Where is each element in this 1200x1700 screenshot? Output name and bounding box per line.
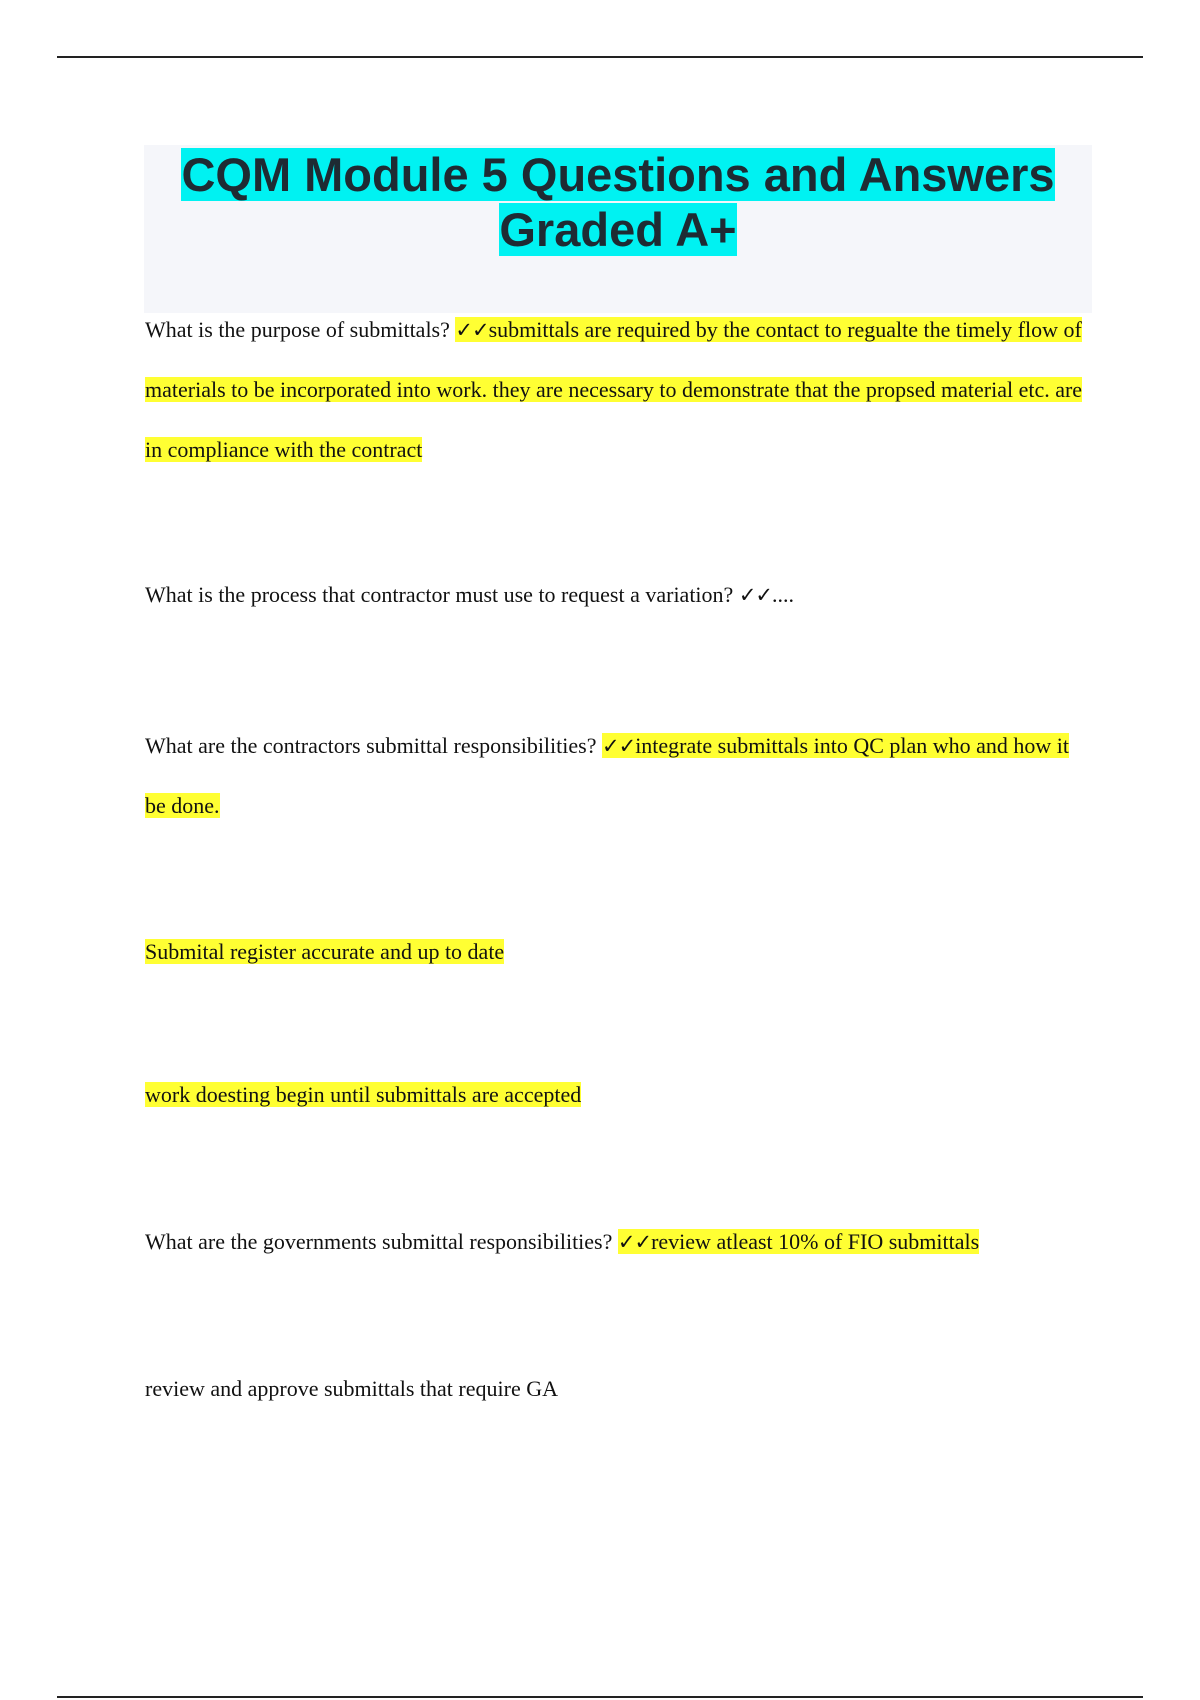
- question-text: What are the contractors submittal responsibilities?: [145, 733, 602, 758]
- qa-item-purpose: [145, 300, 1085, 480]
- answer-text: integrate submittals into QC plan who and how it be done.: [145, 733, 1070, 818]
- answer-text: review and approve submittals that require GA: [145, 1376, 558, 1401]
- header-rule: [57, 56, 1143, 58]
- question-text: What are the governments submittal responsibilities?: [145, 1229, 618, 1254]
- footer-rule: [57, 1696, 1143, 1698]
- answer-text: work doesting begin until submittals are accepted: [145, 1082, 582, 1107]
- qa-item-government-responsibilities: [145, 1212, 1085, 1272]
- answer-line-work: [145, 1065, 1085, 1125]
- answer-line-register: [145, 922, 1085, 982]
- qa-item-contractor-responsibilities: [145, 716, 1070, 836]
- question-text: What is the purpose of submittals?: [145, 317, 456, 342]
- answer-text: ....: [772, 582, 795, 607]
- double-check-icon: ✓✓: [617, 1230, 652, 1254]
- answer-highlight: [618, 1229, 979, 1254]
- answer-text: submittals are required by the contact to regualte the timely flow of materials to be incorporated into work. they are necessary to demonstrate that the propsed material etc. are in compliance with the contract: [145, 317, 1083, 462]
- title-block: [144, 145, 1092, 313]
- document-title: CQM Module 5 Questions and Answers Graded A+: [181, 148, 1055, 256]
- answer-text: Submital register accurate and up to date: [145, 939, 505, 964]
- answer-text: review atleast 10% of FIO submittals: [651, 1229, 980, 1254]
- double-check-icon: ✓✓: [455, 318, 489, 342]
- question-text: What is the process that contractor must use to request a variation?: [145, 582, 739, 607]
- double-check-icon: ✓✓: [738, 583, 773, 607]
- double-check-icon: ✓✓: [601, 734, 636, 758]
- qa-item-variation: [145, 565, 1085, 625]
- answer-line-approve: [145, 1359, 1085, 1419]
